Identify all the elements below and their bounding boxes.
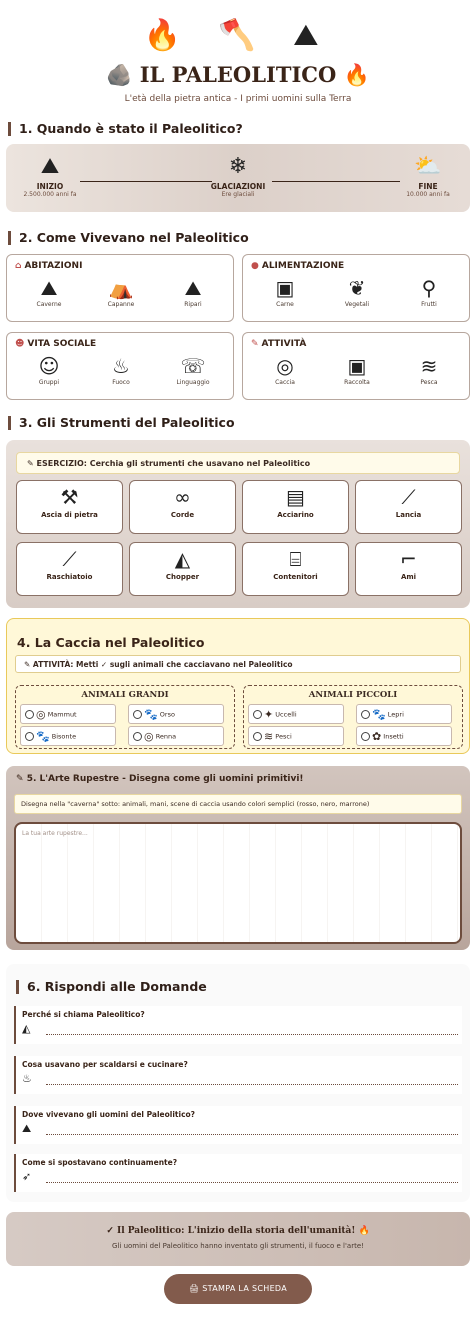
card-title: ATTIVITÀ	[261, 339, 307, 349]
spear-icon: ➶	[22, 1170, 32, 1183]
timeline-start	[8, 152, 92, 198]
card-vita-sociale	[6, 332, 234, 400]
cave-icon: ⛰	[293, 18, 333, 53]
section-5-title-text: 5. L'Arte Rupestre - Disegna come gli uomini primitivi!	[26, 774, 304, 784]
page-title	[0, 62, 476, 88]
item-raccolta	[327, 353, 387, 386]
pencil-icon: ✎	[24, 660, 31, 669]
radio[interactable]	[361, 710, 370, 719]
bird-icon: ✦	[264, 708, 274, 721]
snowflake-icon: ❄	[228, 154, 248, 179]
tool-label: Contenitori	[273, 573, 318, 581]
card-alimentazione	[242, 254, 470, 322]
timeline-line	[272, 181, 400, 182]
answer-line[interactable]	[46, 1134, 458, 1135]
item-pesca	[399, 353, 459, 386]
item-frutti	[399, 275, 459, 308]
radio[interactable]	[361, 732, 370, 741]
print-button[interactable]: 🖨 STAMPA LA SCHEDA	[164, 1274, 312, 1304]
tool-acciarino[interactable]	[242, 480, 349, 534]
questions-section	[6, 964, 470, 1202]
animal-lepri[interactable]	[356, 704, 452, 724]
meat-icon: ▣	[275, 276, 295, 300]
exercise-text: ESERCIZIO: Cerchia gli strumenti che usavano nel Paleolitico	[36, 459, 311, 468]
big-animals-group	[15, 685, 235, 749]
animal-renna[interactable]	[128, 726, 224, 746]
paw-icon: 🐾	[372, 708, 386, 721]
campfire-icon: ♨	[22, 1072, 32, 1085]
food-icon: ●	[251, 261, 259, 271]
paw-icon: 🐾	[144, 708, 158, 721]
question-4	[14, 1154, 462, 1192]
spear-icon: ⟋	[401, 485, 416, 509]
tool-ami[interactable]	[355, 542, 462, 596]
activity-icon: ✎	[251, 339, 259, 349]
group-title: ANIMALI PICCOLI	[308, 690, 398, 700]
butterfly-icon: ✿	[372, 730, 382, 743]
answer-line[interactable]	[46, 1034, 458, 1035]
exercise-bar	[16, 452, 460, 474]
shelter-icon: ⛰	[184, 276, 202, 300]
animal-label: Orso	[159, 710, 175, 719]
art-section	[6, 766, 470, 950]
question-text: Cosa usavano per scaldarsi e cucinare?	[22, 1060, 188, 1069]
item-label: Caccia	[275, 379, 295, 386]
animal-uccelli[interactable]	[248, 704, 344, 724]
cave-icon: ⛰	[40, 276, 58, 300]
chopper-icon: ◭	[174, 547, 191, 571]
timeline-line	[80, 181, 212, 182]
section-2-title: 2. Come Vivevano nel Paleolitico	[8, 231, 249, 245]
animal-pesci[interactable]	[248, 726, 344, 746]
fire-icon: 🔥	[343, 62, 370, 87]
question-text: Perché si chiama Paleolitico?	[22, 1010, 145, 1019]
small-animals-group	[243, 685, 463, 749]
radio[interactable]	[133, 732, 142, 741]
section-1-title: 1. Quando è stato il Paleolitico?	[8, 122, 243, 136]
item-linguaggio	[163, 353, 223, 386]
card-title: ABITAZIONI	[24, 261, 83, 271]
hunt-icon: ◎	[276, 354, 294, 378]
radio[interactable]	[25, 710, 34, 719]
tool-label: Raschiatoio	[46, 573, 93, 581]
speech-icon: ☏	[180, 354, 206, 378]
item-label: Vegetali	[344, 301, 370, 308]
tool-contenitori[interactable]	[242, 542, 349, 596]
tool-label: Corde	[170, 511, 195, 519]
section-3-title: 3. Gli Strumenti del Paleolitico	[8, 416, 235, 430]
animal-label: Bisonte	[51, 732, 77, 741]
campfire-icon: 🔥	[143, 18, 195, 53]
section-6-title: 6. Rispondi alle Domande	[16, 980, 207, 994]
animal-label: Renna	[155, 732, 177, 741]
tool-label: Acciarino	[277, 511, 314, 519]
item-carne	[255, 275, 315, 308]
page-subtitle: L'età della pietra antica - I primi uomini sulla Terra	[124, 94, 352, 104]
cave-icon: ⛰	[22, 1122, 32, 1135]
hook-icon: ⌐	[400, 547, 417, 571]
item-label: Fuoco	[112, 379, 130, 386]
item-label: Capanne	[107, 301, 135, 308]
question-text: Dove vivevano gli uomini del Paleolitico?	[22, 1110, 196, 1119]
card-title: VITA SOCIALE	[27, 339, 97, 349]
item-label: Frutti	[421, 301, 437, 308]
card-abitazioni	[6, 254, 234, 322]
animal-bisonte[interactable]	[20, 726, 116, 746]
card-title: ALIMENTAZIONE	[261, 261, 345, 271]
scraper-icon: ⟋	[62, 547, 77, 571]
flint-icon: ▤	[286, 485, 305, 509]
section-5-title	[16, 774, 304, 784]
timeline-glaciations	[196, 152, 280, 198]
tool-label: Ascia di pietra	[41, 511, 98, 519]
tool-raschiatoio[interactable]	[16, 542, 123, 596]
animal-label: Insetti	[383, 732, 404, 741]
answer-line[interactable]	[46, 1182, 458, 1183]
question-2	[14, 1056, 462, 1094]
tool-label: Chopper	[165, 573, 200, 581]
pencil-icon: ✎	[27, 459, 34, 468]
fish-icon: ≋	[264, 730, 274, 743]
palette-icon: ✎	[16, 774, 24, 784]
fruit-icon: ⚲	[421, 276, 437, 300]
question-3	[14, 1106, 462, 1144]
axe-icon: 🪓	[218, 18, 270, 53]
timeline-sub: Ere glaciali	[221, 191, 255, 198]
radio[interactable]	[25, 732, 34, 741]
paw-icon: 🐾	[36, 730, 50, 743]
item-caverne	[19, 275, 79, 308]
footer-title: ✓ Il Paleolitico: L'inizio della storia dell'umanità! 🔥	[106, 1226, 370, 1236]
chopper-icon: ◭	[22, 1022, 31, 1035]
tool-label: Lancia	[395, 511, 422, 519]
radio[interactable]	[253, 732, 262, 741]
item-gruppi	[19, 353, 79, 386]
tool-chopper[interactable]	[129, 542, 236, 596]
timeline-sub: 2.500.000 anni fa	[23, 191, 77, 198]
tool-lancia[interactable]	[355, 480, 462, 534]
gather-icon: ▣	[347, 354, 367, 378]
drawing-canvas[interactable]	[14, 822, 462, 944]
item-caccia	[255, 353, 315, 386]
animal-label: Mammut	[47, 710, 77, 719]
item-ripari	[163, 275, 223, 308]
weather-icon: ⛅	[414, 154, 442, 179]
footer-subtitle: Gli uomini del Paleolitico hanno inventato gli strumenti, il fuoco e l'arte!	[112, 1242, 364, 1250]
item-label: Caverne	[36, 301, 62, 308]
hut-icon: ⛺	[108, 276, 134, 300]
activity-bar	[15, 655, 461, 673]
item-label: Raccolta	[344, 379, 370, 386]
timeline-sub: 10.000 anni fa	[406, 191, 450, 198]
group-title: ANIMALI GRANDI	[81, 690, 169, 700]
timeline-label: FINE	[418, 182, 438, 191]
people-icon: ☻	[15, 339, 25, 349]
item-vegetali	[327, 275, 387, 308]
container-icon: ⌸	[289, 547, 302, 571]
timeline-label: GLACIAZIONI	[210, 182, 266, 191]
item-label: Gruppi	[38, 379, 60, 386]
animal-label: Uccelli	[275, 710, 297, 719]
question-1	[14, 1006, 462, 1044]
activity-text: ATTIVITÀ: Metti ✓ sugli animali che cacciavano nel Paleolitico	[32, 660, 293, 669]
header-icons	[0, 18, 476, 53]
radio[interactable]	[133, 710, 142, 719]
item-capanne	[91, 275, 151, 308]
house-icon: ⌂	[15, 261, 22, 271]
animal-insetti[interactable]	[356, 726, 452, 746]
tool-ascia[interactable]	[16, 480, 123, 534]
art-description: Disegna nella "caverna" sotto: animali, mani, scene di caccia usando colori semplici (rosso, nero, marrone)	[14, 794, 462, 814]
footer-banner	[6, 1212, 470, 1266]
section-4-title: 4. La Caccia nel Paleolitico	[17, 635, 205, 650]
hunt-section	[6, 618, 470, 754]
mountain-icon: ⛰	[40, 154, 60, 179]
leaf-icon: ❦	[348, 276, 366, 300]
page-title-text: IL PALEOLITICO	[139, 62, 337, 87]
tool-corde[interactable]	[129, 480, 236, 534]
answer-line[interactable]	[46, 1084, 458, 1085]
animal-orso[interactable]	[128, 704, 224, 724]
item-label: Ripari	[184, 301, 202, 308]
animal-mammut[interactable]	[20, 704, 116, 724]
radio[interactable]	[253, 710, 262, 719]
card-attivita	[242, 332, 470, 400]
question-text: Come si spostavano continuamente?	[22, 1158, 178, 1167]
rope-icon: ∞	[174, 485, 191, 509]
timeline-label: INIZIO	[36, 182, 64, 191]
item-fuoco	[91, 353, 151, 386]
mammoth-icon: ◎	[36, 708, 46, 721]
canvas-placeholder: La tua arte rupestre...	[22, 830, 88, 837]
item-label: Pesca	[420, 379, 438, 386]
animal-label: Lepri	[387, 710, 404, 719]
animal-label: Pesci	[275, 732, 292, 741]
tool-label: Ami	[400, 573, 417, 581]
rock-icon: 🪨	[106, 62, 133, 87]
axe-icon: ⚒	[60, 485, 79, 509]
timeline-end	[390, 152, 466, 198]
fish-icon: ≋	[420, 354, 438, 378]
item-label: Linguaggio	[176, 379, 210, 386]
group-icon: ☺	[38, 354, 60, 378]
reindeer-icon: ◎	[144, 730, 154, 743]
item-label: Carne	[276, 301, 294, 308]
campfire-icon: ♨	[112, 354, 130, 378]
